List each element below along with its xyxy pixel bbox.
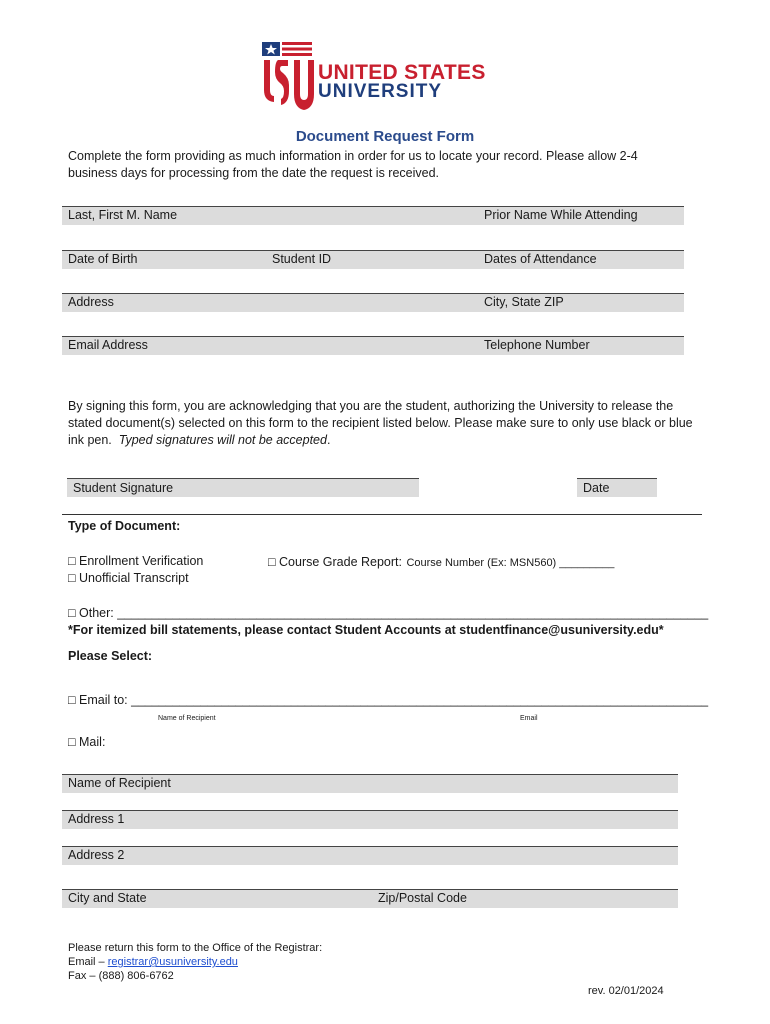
intro-line-2: business days for processing from the date the request is received. xyxy=(68,166,440,180)
prior-name-label: Prior Name While Attending xyxy=(484,208,638,222)
address2-field[interactable] xyxy=(62,846,678,865)
mail-recipient-field[interactable] xyxy=(62,774,678,793)
consent-suffix: . xyxy=(326,433,331,447)
email-label: Email Address xyxy=(68,338,148,352)
consent-line-2: stated document(s) selected on this form to the recipient listed below. Please make sure to only use black or blue xyxy=(68,416,693,430)
bill-note: *For itemized bill statements, please contact Student Accounts at studentfinance@usuniversity.edu* xyxy=(68,623,664,637)
type-heading: Type of Document: xyxy=(68,519,181,533)
unofficial-transcript-checkbox[interactable]: □ Unofficial Transcript xyxy=(68,571,189,585)
fax-line: Fax – (888) 806-6762 xyxy=(68,970,174,982)
zip-label: Zip/Postal Code xyxy=(378,891,467,905)
revision-date: rev. 02/01/2024 xyxy=(588,985,664,997)
phone-label: Telephone Number xyxy=(484,338,590,352)
address-field-row[interactable] xyxy=(62,293,684,312)
dates-attendance-label: Dates of Attendance xyxy=(484,252,597,266)
city-state-zip-label: City, State ZIP xyxy=(484,295,564,309)
form-title: Document Request Form xyxy=(295,128,475,145)
consent-prefix: ink pen. xyxy=(68,433,112,447)
registrar-email-link[interactable]: registrar@usuniversity.edu xyxy=(107,956,238,968)
course-grade-report-option[interactable] xyxy=(268,553,614,571)
name-label: Last, First M. Name xyxy=(68,208,178,222)
enrollment-verification-checkbox[interactable]: □ Enrollment Verification xyxy=(68,554,204,568)
select-heading: Please Select: xyxy=(68,649,153,663)
email-to-checkbox[interactable]: □ Email to: ___________________________________________________________________________________ xyxy=(68,693,709,707)
intro-line-1: Complete the form providing as much information in order for us to locate your record. Please allow 2-4 xyxy=(68,149,638,163)
section-divider xyxy=(62,514,702,515)
city-zip-field[interactable] xyxy=(62,889,678,908)
email-prefix: Email – xyxy=(68,956,108,968)
course-number-field[interactable]: Course Number (Ex: MSN560) _________ xyxy=(406,557,615,569)
address1-label: Address 1 xyxy=(68,812,125,826)
course-grade-report-checkbox[interactable]: □ Course Grade Report: xyxy=(268,555,402,569)
date-label: Date xyxy=(583,481,610,495)
consent-italic: Typed signatures will not be accepted xyxy=(118,433,327,447)
signature-label: Student Signature xyxy=(73,481,174,495)
mail-recipient-label: Name of Recipient xyxy=(68,776,171,790)
logo-text-line1: UNITED STATES xyxy=(318,61,486,84)
student-id-label: Student ID xyxy=(272,252,332,266)
address1-field[interactable] xyxy=(62,810,678,829)
usu-monogram-icon xyxy=(262,42,318,118)
consent-line-3 xyxy=(68,432,330,449)
registrar-email-line xyxy=(68,955,238,970)
return-line: Please return this form to the Office of the Registrar: xyxy=(68,942,323,954)
name-field-row[interactable] xyxy=(62,206,684,225)
logo-text-line2: UNIVERSITY xyxy=(318,81,443,102)
email-caption: Email xyxy=(520,715,538,722)
address-label: Address xyxy=(68,295,114,309)
recipient-caption: Name of Recipient xyxy=(158,715,216,722)
city-state-label: City and State xyxy=(68,891,147,905)
dob-field-row[interactable] xyxy=(62,250,684,269)
signature-date-field[interactable] xyxy=(577,478,657,497)
consent-line-1: By signing this form, you are acknowledging that you are the student, authorizing the University to release the xyxy=(68,399,674,413)
student-signature-field[interactable] xyxy=(67,478,419,497)
dob-label: Date of Birth xyxy=(68,252,138,266)
other-checkbox[interactable]: □ Other: _____________________________________________________________________________________ xyxy=(68,606,709,620)
mail-checkbox[interactable]: □ Mail: xyxy=(68,735,106,749)
address2-label: Address 2 xyxy=(68,848,125,862)
email-field-row[interactable] xyxy=(62,336,684,355)
